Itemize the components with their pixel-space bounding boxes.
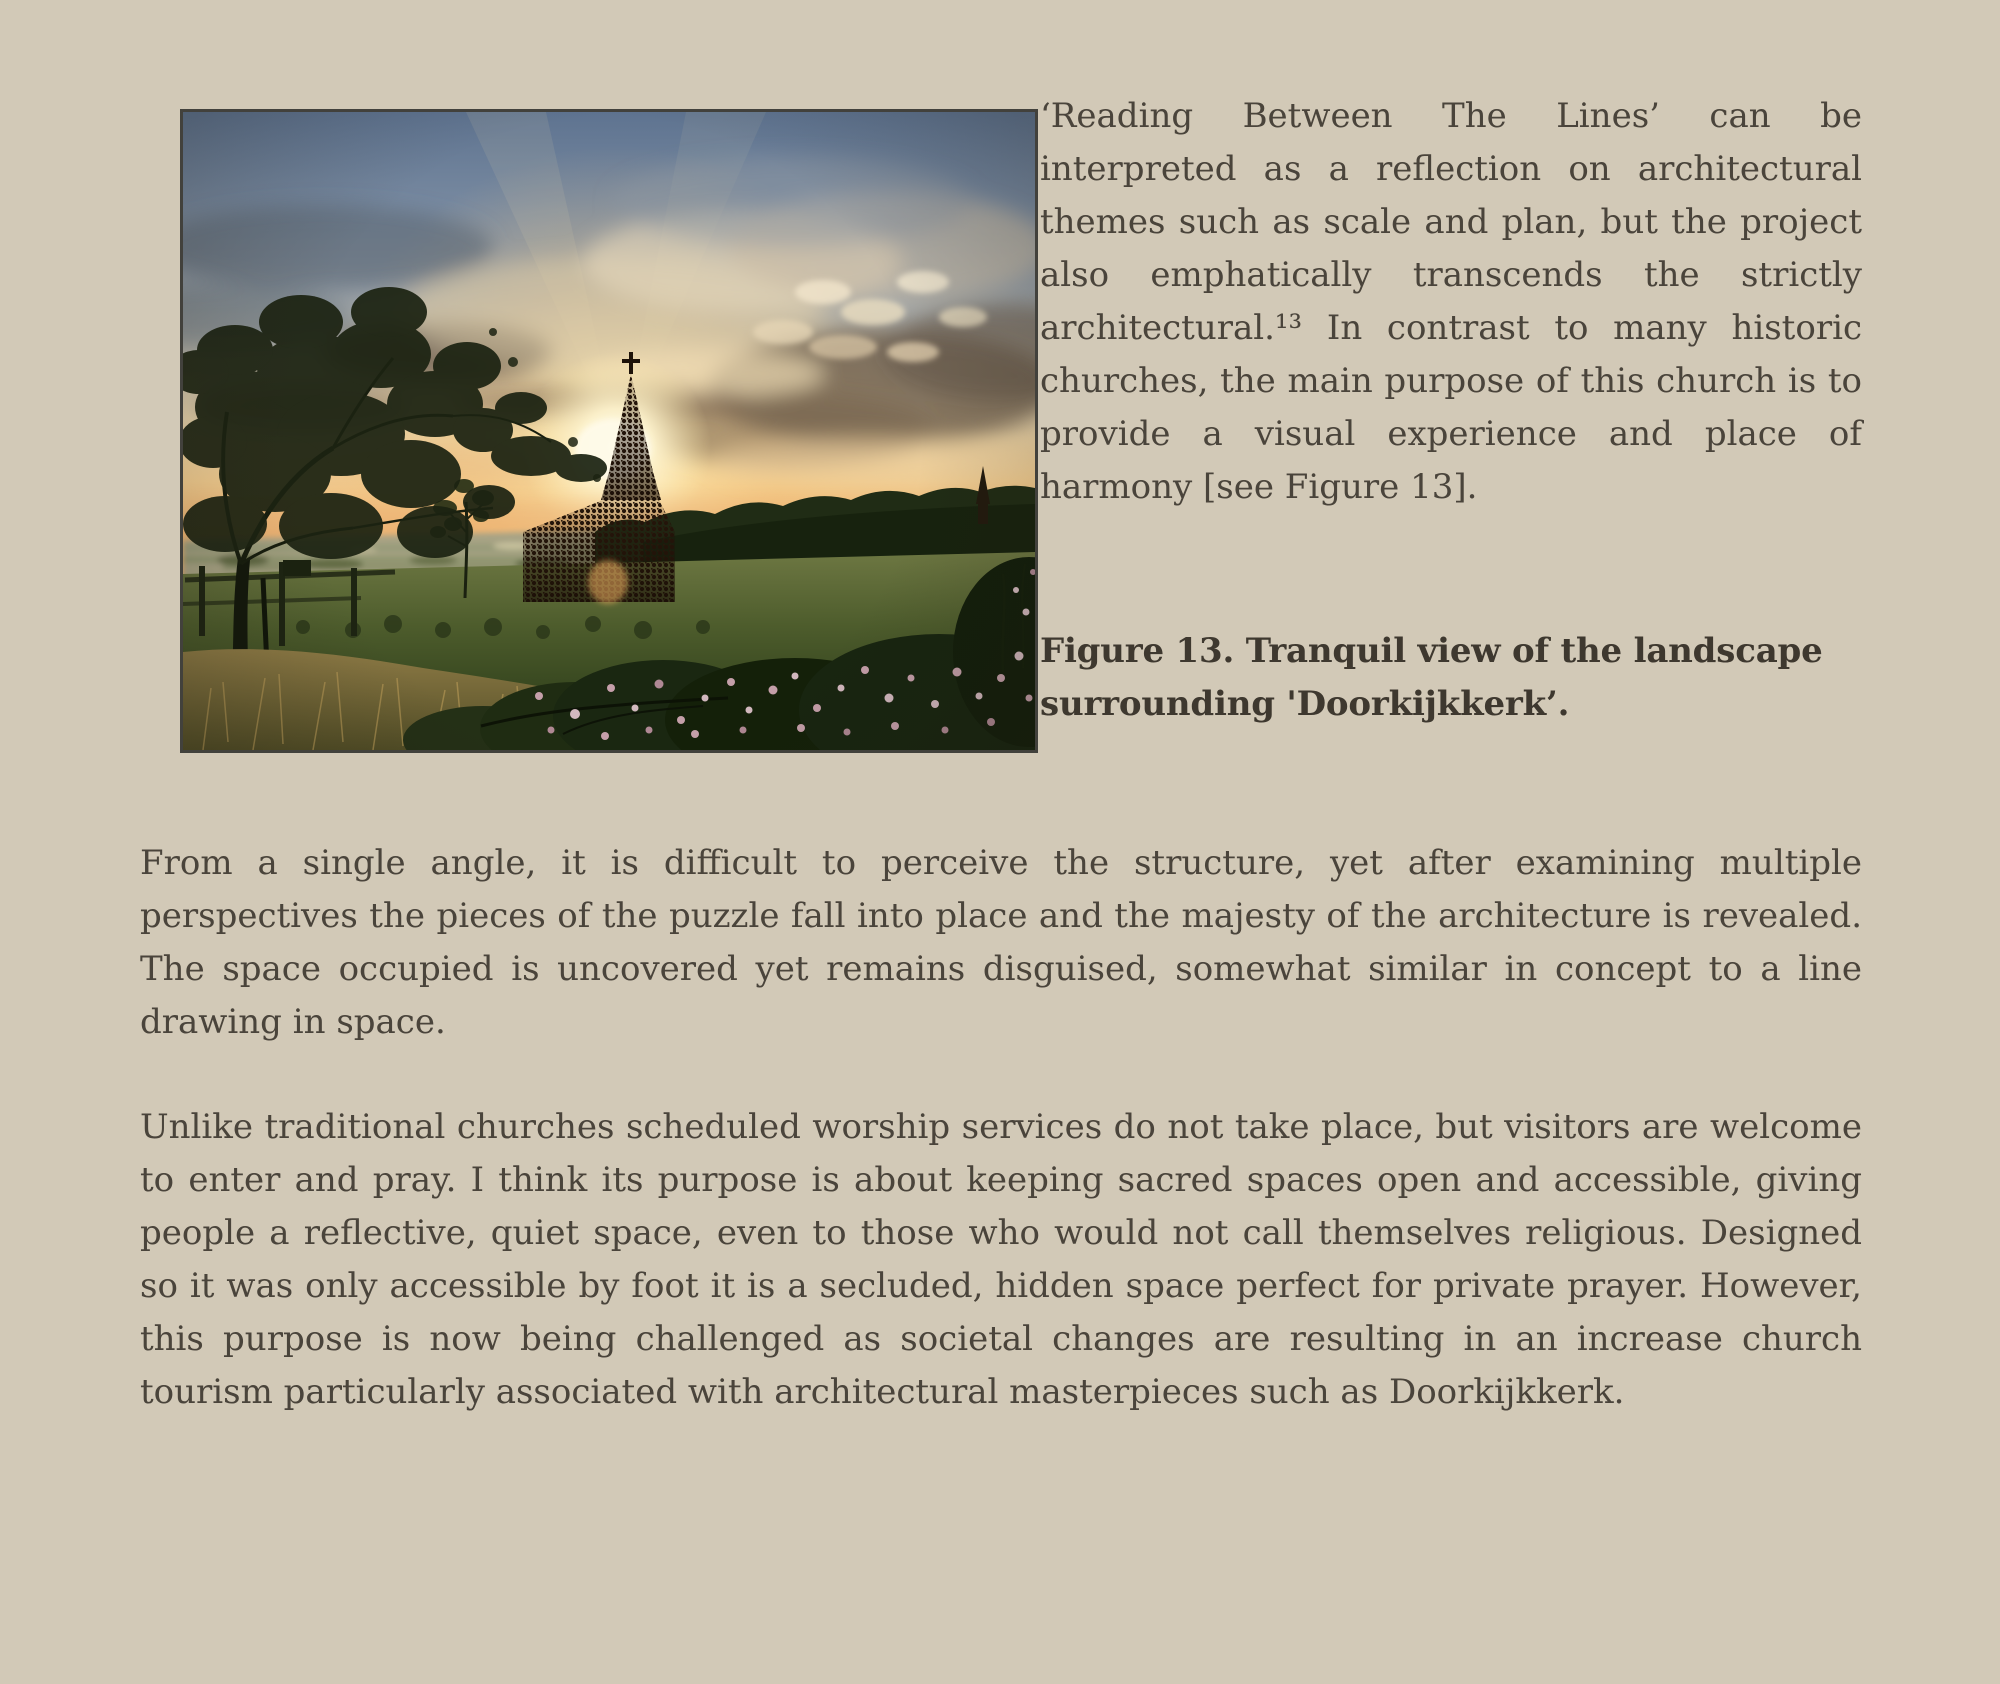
figure-13-image	[180, 109, 1038, 753]
sunset-landscape-photo	[183, 112, 1035, 750]
vignette	[183, 112, 1035, 750]
body-paragraph-1: From a single angle, it is difficult to perceive the structure, yet after examining multiple perspectives the pieces of the puzzle fall into place and the majesty of the architecture is revealed. The space occupied is uncovered yet remains disguised, somewhat similar in concept to a line drawing in space.	[140, 843, 1862, 1042]
body-paragraph-2: Unlike traditional churches scheduled worship services do not take place, but visitors are welcome to enter and pray. I think its purpose is about keeping sacred spaces open and accessible, giving people a reflective, quiet space, even to those who would not call themselves religious. Designed so it was only accessible by foot it is a secluded, hidden space perfect for private prayer. However, this purpose is now being challenged as societal changes are resulting in an increase church tourism particularly associated with architectural masterpieces such as Doorkijkkerk.	[140, 1107, 1862, 1412]
intro-paragraph: ‘Reading Between The Lines’ can be interpreted as a reflection on architectural themes such as scale and plan, but the project also emphatically transcends the strictly architectural.¹³ In contrast to many historic churches, the main purpose of this church is to provide a visual experience and place of harmony [see Figure 13].	[1040, 96, 1862, 507]
figure-caption: Figure 13. Tranquil view of the landscape surrounding 'Doorkijkkerk’.	[1040, 631, 1823, 724]
